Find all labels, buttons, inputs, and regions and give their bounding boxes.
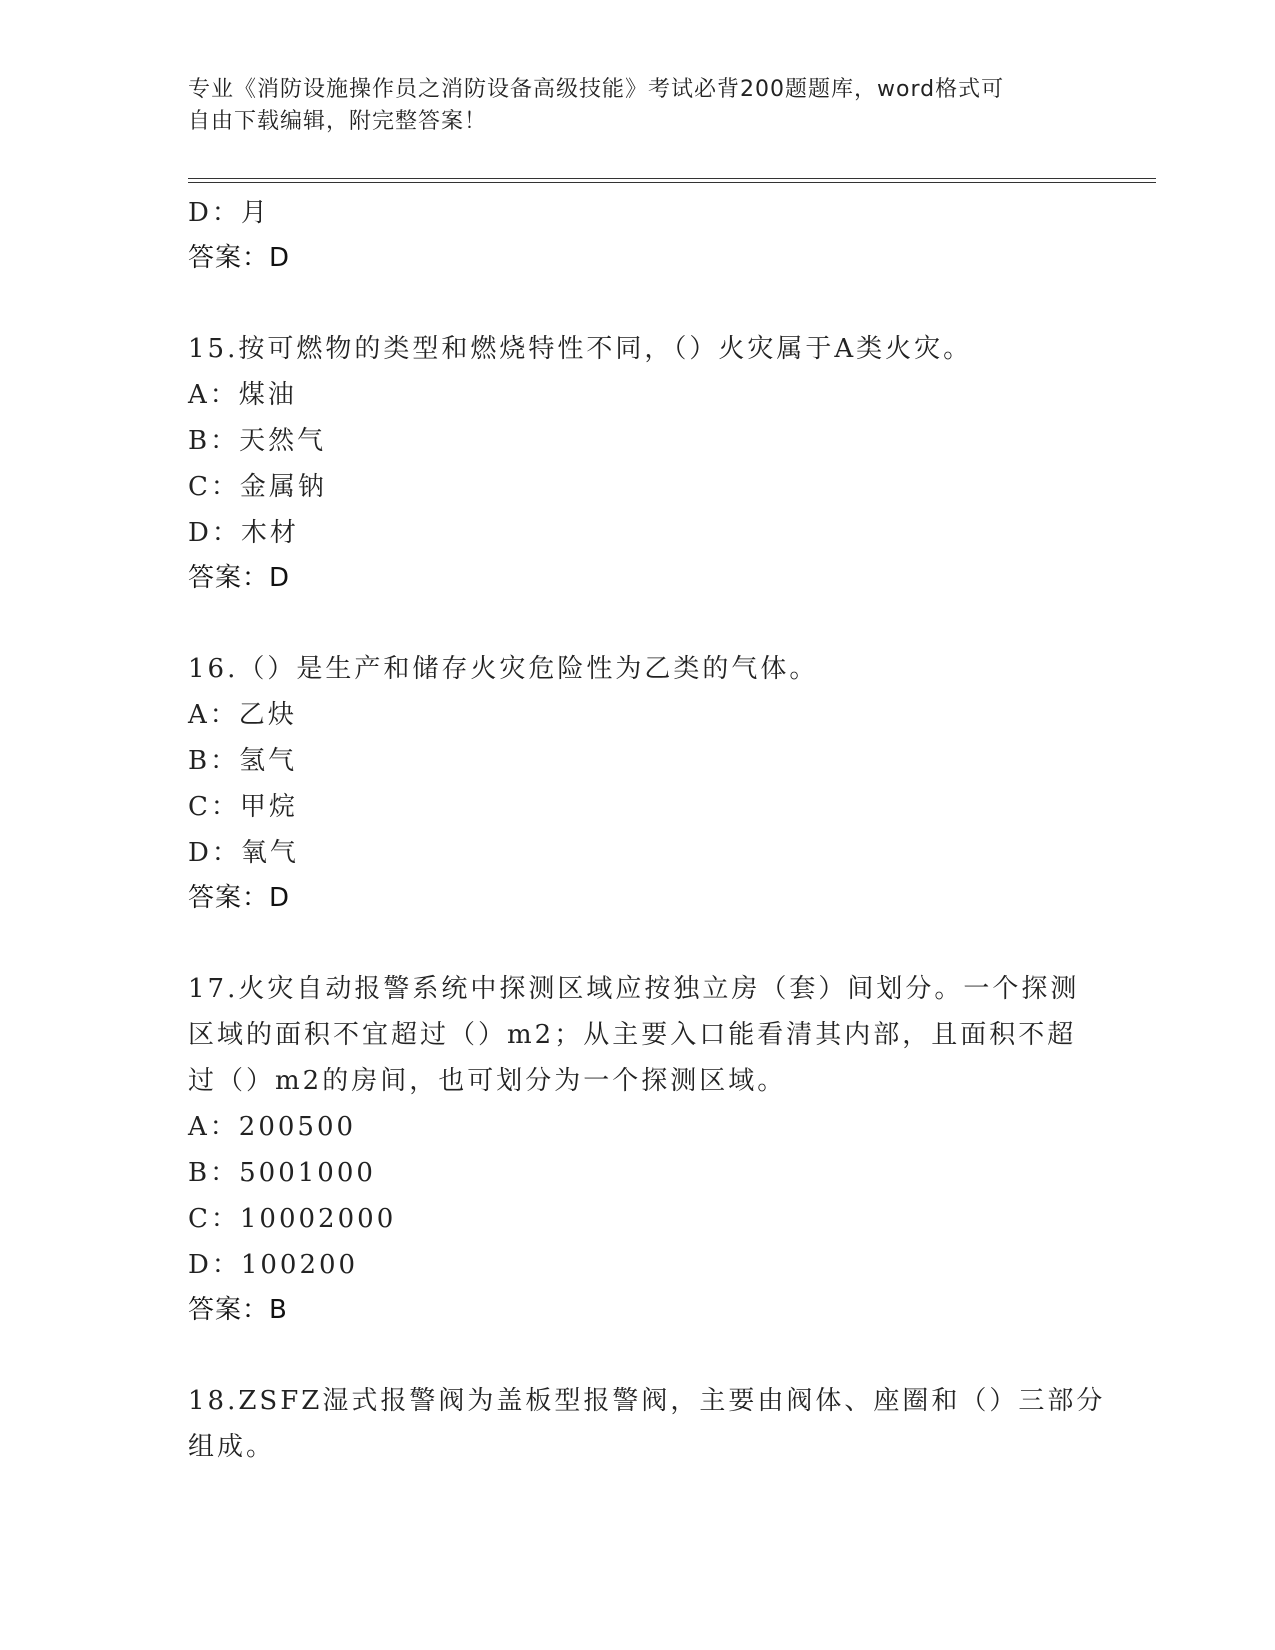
q16-option-d: D：氧气: [188, 838, 299, 868]
header-divider-bottom: [188, 182, 1156, 183]
spacer: [188, 920, 1088, 966]
spacer: [188, 280, 1088, 326]
q17-text-line-2: 区域的面积不宜超过（）m2；从主要入口能看清其内部，且面积不超: [188, 1020, 1077, 1050]
q18-text-line-1: 18.ZSFZ湿式报警阀为盖板型报警阀，主要由阀体、座圈和（）三部分: [188, 1386, 1106, 1416]
q16-option-a: A：乙炔: [188, 700, 297, 730]
q17-option-d: D：100200: [188, 1250, 359, 1280]
header-line-1: 专业《消防设施操作员之消防设备高级技能》考试必背200题题库，word格式可: [188, 77, 1005, 102]
q14-answer: 答案：D: [188, 243, 291, 273]
q18-text-line-2: 组成。: [188, 1432, 276, 1462]
q15-text: 15.按可燃物的类型和燃烧特性不同，（）火灾属于A类火灾。: [188, 334, 973, 364]
q16-option-b: B：氢气: [188, 746, 298, 776]
q15-option-b: B：天然气: [188, 426, 327, 456]
spacer: [188, 600, 1088, 646]
header-line-2: 自由下载编辑，附完整答案！: [188, 109, 488, 134]
q15-answer: 答案：D: [188, 563, 291, 593]
q17-text-line-1: 17.火灾自动报警系统中探测区域应按独立房（套）间划分。一个探测: [188, 974, 1080, 1004]
q15-option-c: C：金属钠: [188, 472, 327, 502]
q17-option-b: B：5001000: [188, 1158, 376, 1188]
q17-answer: 答案：B: [188, 1295, 288, 1325]
header-divider-top: [188, 178, 1156, 179]
q16-option-c: C：甲烷: [188, 792, 298, 822]
q16-text: 16.（）是生产和储存火灾危险性为乙类的气体。: [188, 654, 819, 684]
q17-option-a: A：200500: [188, 1112, 357, 1142]
document-header: [188, 74, 1088, 138]
q15-option-a: A：煤油: [188, 380, 297, 410]
spacer: [188, 1332, 1088, 1378]
q15-option-d: D：木材: [188, 518, 299, 548]
question-list: [188, 190, 1106, 1470]
q14-option-d: D：月: [188, 198, 270, 228]
q17-option-c: C：10002000: [188, 1204, 397, 1234]
q17-text-line-3: 过（）m2的房间，也可划分为一个探测区域。: [188, 1066, 787, 1096]
q16-answer: 答案：D: [188, 883, 291, 913]
